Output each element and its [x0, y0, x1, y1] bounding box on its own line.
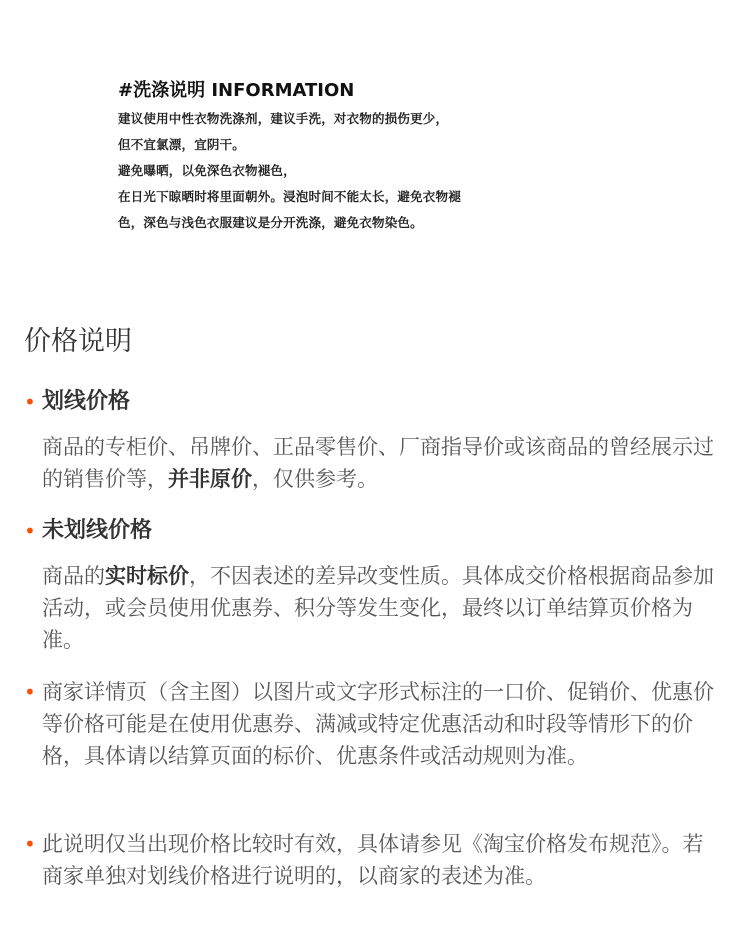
bullet-icon: •	[24, 390, 36, 414]
price-explanation-title: 价格说明	[24, 326, 132, 357]
uncrossed-price-description: 商品的实时标价，不因表述的差异改变性质。具体成交价格根据商品参加活动，或会员使用优惠券、积分等发生变化，最终以订单结算页价格为准。	[42, 564, 714, 652]
bullet-icon: •	[24, 519, 36, 543]
washing-instructions	[118, 80, 578, 236]
price-comparison-note	[20, 828, 720, 892]
real-time-price-text: 实时标价	[105, 564, 189, 588]
bullet-icon: •	[24, 832, 36, 856]
crossed-price-section	[20, 386, 720, 495]
detail-page-price-text: 商家详情页（含主图）以图片或文字形式标注的一口价、促销价、优惠价等价格可能是在使用优惠券、满减或特定优惠活动和时段等情形下的价格，具体请以结算页面的标价、优惠条件或活动规则为准。	[42, 680, 714, 768]
washing-line: 色，深色与浅色衣服建议是分开洗涤，避免衣物染色。	[118, 215, 423, 230]
washing-line: 在日光下晾晒时将里面朝外。浸泡时间不能太长，避免衣物褪	[118, 189, 461, 204]
price-comparison-text: 此说明仅当出现价格比较时有效，具体请参见《淘宝价格发布规范》。若商家单独对划线价格进行说明的，以商家的表述为准。	[42, 832, 704, 888]
crossed-price-heading: 划线价格	[42, 389, 131, 414]
washing-title: #洗涤说明 INFORMATION	[118, 80, 355, 101]
washing-line: 建议使用中性衣物洗涤剂，建议手洗，对衣物的损伤更少，	[118, 111, 449, 126]
detail-page-price-note	[20, 676, 720, 772]
uncrossed-price-heading: 未划线价格	[42, 518, 153, 543]
uncrossed-price-section	[20, 515, 720, 656]
washing-line: 避免曝晒，以免深色衣物褪色，	[118, 163, 296, 178]
not-original-price-text: 并非原价	[168, 467, 252, 491]
bullet-icon: •	[24, 680, 36, 704]
crossed-price-description: 商品的专柜价、吊牌价、正品零售价、厂商指导价或该商品的曾经展示过的销售价等，并非原价，仅供参考。	[42, 435, 714, 491]
washing-line: 但不宜氯漂，宜阴干。	[118, 137, 246, 152]
